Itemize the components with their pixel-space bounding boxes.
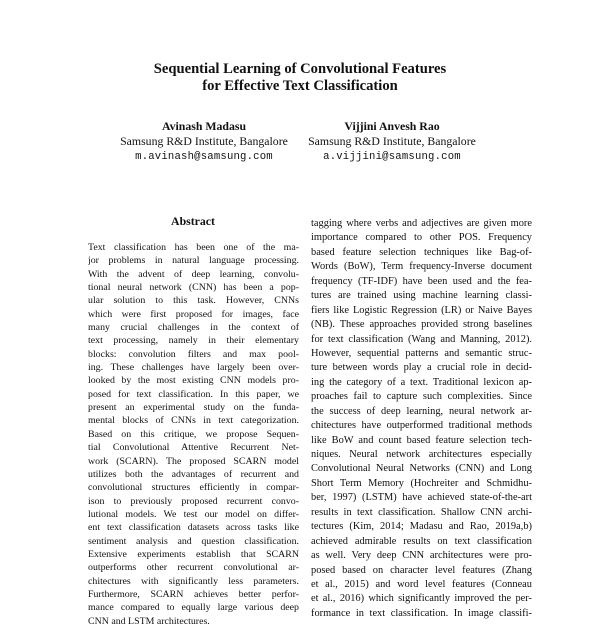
text-line: Text classification has been one of the ma-: [88, 242, 299, 253]
text-line: for text classification (Wang and Manning, 2012).: [311, 333, 532, 345]
text-line: tectures (Kim, 2014; Madasu and Rao, 2019a,b): [311, 521, 532, 533]
text-line: However, sequential patterns and semantic struc-: [311, 347, 532, 359]
text-line: et al., 2016) which significantly improved the per-: [311, 593, 532, 605]
text-line: tures are trained using machine learning classi-: [311, 290, 532, 302]
text-line: tional neural network (CNN) has been a pop-: [88, 282, 299, 294]
text-line: proaches fail to capture such complexities. Since: [311, 391, 532, 403]
text-line: chitectures have outperformed traditional methods: [311, 420, 532, 432]
text-line: frequency (TF-IDF) have been used and the fea-: [311, 275, 532, 287]
author-institution: Samsung R&D Institute, Bangalore: [120, 134, 288, 148]
author-email[interactable]: m.avinash@samsung.com: [135, 151, 273, 163]
text-line: Based on this critique, we propose Sequen-: [88, 428, 299, 440]
text-line: as well. Very deep CNN architectures were pro-: [311, 550, 532, 562]
author-name: Avinash Madasu: [161, 119, 247, 133]
text-line: tial Convolutional Attentive Recurrent Net-: [88, 442, 299, 454]
text-line: tagging where verbs and adjectives are given more: [311, 218, 532, 229]
paper-title-line-1: Sequential Learning of Convolutional Features: [153, 61, 447, 77]
text-line: niques. Neural network architectures especially: [311, 449, 532, 460]
text-line: present an experimental study on the funda-: [88, 402, 299, 414]
abstract-text: [88, 241, 299, 628]
text-line: importance compared to other POS. Frequency: [311, 232, 532, 244]
author-email[interactable]: a.vijjini@samsung.com: [323, 151, 461, 163]
text-line: ent text classification datasets across tasks like: [88, 522, 299, 534]
text-line: posed based on character level features (Zhang: [311, 564, 532, 576]
text-line: mance compared to equally large various deep: [88, 602, 299, 614]
text-line: ing. These challenges have largely been over-: [88, 362, 299, 374]
text-line: Furthermore, SCARN achieves better perfor-: [88, 588, 299, 600]
text-line: outperforms other recurrent convolutional ar-: [88, 562, 299, 574]
text-line: Words (BoW), Term frequency-Inverse document: [311, 261, 532, 273]
text-line: CNN and LSTM architectures.: [88, 615, 210, 627]
text-line: (NB). These approaches provided strong baselines: [311, 319, 532, 331]
text-line: mental blocks of CNNs in text categorization.: [88, 415, 299, 427]
text-line: lutional models. We test our model on differ-: [88, 508, 299, 520]
text-line: Short Term Memory (Hochreiter and Schmidhu-: [311, 477, 532, 489]
text-line: ular solution to this task. However, CNNs: [88, 295, 299, 307]
text-line: the success of deep learning, neural network ar-: [311, 405, 532, 417]
text-line: looked by the most existing CNN models pro-: [88, 375, 299, 387]
text-line: chitectures with significantly less parameters.: [88, 575, 299, 587]
text-line: work (SCARN). The proposed SCARN model: [88, 455, 299, 467]
text-line: achieved admirable results on text classification: [311, 535, 532, 547]
abstract-heading: Abstract: [171, 214, 215, 228]
text-line: Extensive experiments establish that SCARN: [88, 548, 299, 560]
intro-body-text: [311, 217, 532, 621]
text-line: convolutional structures efficiently in compar-: [88, 482, 299, 494]
text-line: sentiment analysis and question classification.: [88, 535, 299, 547]
author-institution: Samsung R&D Institute, Bangalore: [308, 134, 476, 148]
text-line: like BoW and count based feature selection tech-: [311, 434, 532, 446]
text-line: With the advent of deep learning, convolu-: [88, 268, 299, 280]
text-line: which were first proposed for images, face: [88, 308, 299, 320]
text-line: blocks: convolution filters and max pool-: [88, 348, 299, 360]
text-line: formance in text classification. In image classifi-: [311, 607, 532, 619]
text-line: ber, 1997) (LSTM) have achieved state-of-the-art: [311, 492, 532, 504]
text-line: et al., 2015) and word level features (Conneau: [311, 578, 532, 590]
text-line: many crucial challenges in the context of: [88, 322, 299, 334]
text-line: posed for text classification. In this paper, we: [88, 388, 299, 400]
paper-title-line-2: for Effective Text Classification: [202, 78, 398, 94]
author-name: Vijjini Anvesh Rao: [344, 119, 440, 133]
text-line: ing the category of a text. Traditional lexicon ap-: [311, 376, 532, 388]
text-line: jor problems in natural language processing.: [88, 255, 299, 267]
text-line: based feature selection techniques like Bag-of-: [311, 246, 532, 258]
text-line: utilizes both the advantages of recurrent and: [88, 468, 299, 480]
text-line: Convolutional Neural Networks (CNN) and Long: [311, 463, 532, 475]
text-line: fiers like Logistic Regression (LR) or Naive Bayes: [311, 304, 532, 316]
text-line: ture between words play a crucial role in decid-: [311, 362, 532, 374]
text-line: results in text classification. Shallow CNN archi-: [311, 506, 532, 518]
text-line: text processing, namely in their elementary: [88, 335, 299, 347]
text-line: ison to previously proposed recurrent convo-: [88, 495, 299, 507]
